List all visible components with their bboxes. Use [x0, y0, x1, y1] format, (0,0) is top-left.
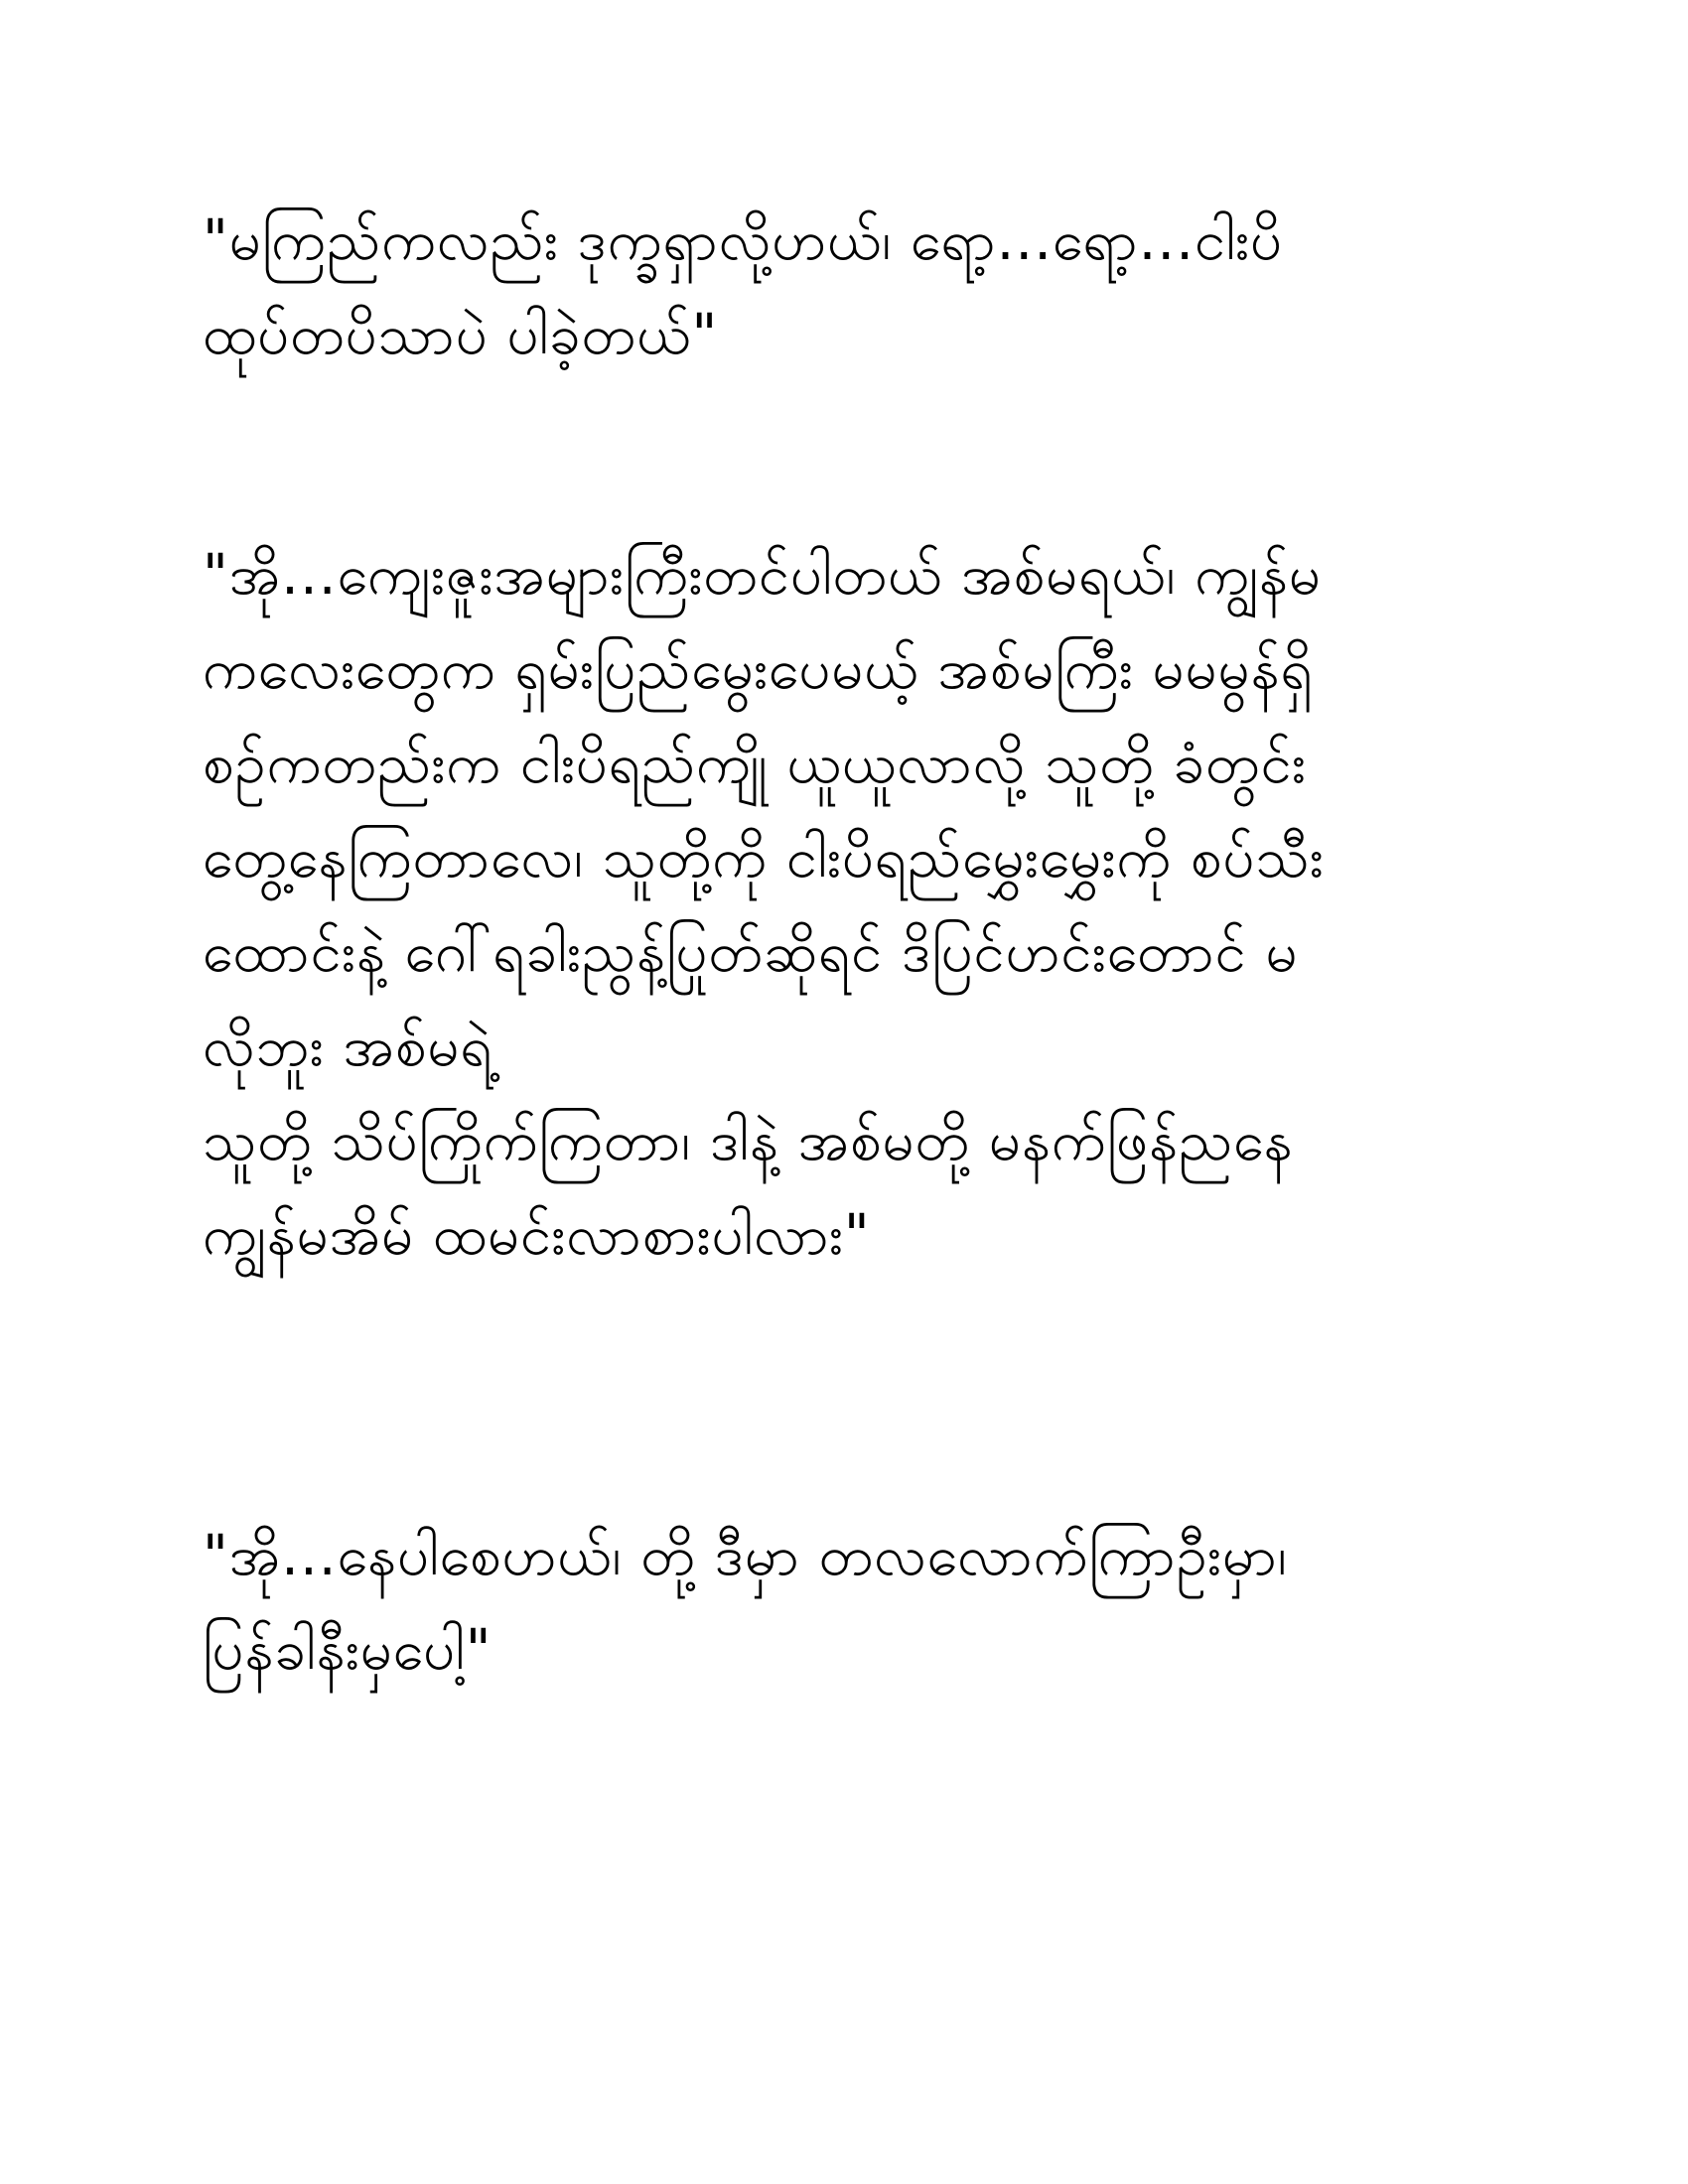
text-line: ထောင်းနဲ့ ဂေါ်ရခါးညွန့်ပြုတ်ဆိုရင် ဒိပြင်ဟင်းတောင် မ	[203, 920, 1299, 985]
text-line: တွေ့နေကြတာလေ၊ သူတို့ကို ငါးပိရည်မွှေးမွှေးကို စပ်သီး	[203, 826, 1325, 890]
text-line: ကလေးတွေက ရှမ်းပြည်မွေးပေမယ့် အစ်မကြီး မမမွန်ရှိ	[203, 637, 1314, 702]
text-line: ကျွန်မအိမ် ထမင်းလာစားပါလား"	[203, 1203, 871, 1268]
text-line: "အို...နေပါစေဟယ်၊ တို့ ဒီမှာ တလလောက်ကြာဦးမှာ၊	[203, 1524, 1288, 1588]
paragraph-2	[203, 528, 1483, 1283]
text-line: လိုဘူး အစ်မရဲ့	[203, 1015, 493, 1079]
text-line: "မကြည်ကလည်း ဒုက္ခရှာလို့ဟယ်၊ ရော့...ရော့...ငါးပိ	[203, 208, 1283, 273]
paragraph-3	[203, 1509, 1483, 1698]
text-line: ပြန်ခါနီးမှပေါ့"	[203, 1618, 492, 1683]
text-line: "အို...ကျေးဇူးအများကြီးတင်ပါတယ် အစ်မရယ်၊ ကျွန်မ	[203, 543, 1322, 608]
text-line: ထုပ်တပိသာပဲ ပါခဲ့တယ်"	[203, 303, 719, 367]
text-line: စဉ်ကတည်းက ငါးပိရည်ကျို ယူယူလာလို့ သူတို့ ခံတွင်း	[203, 732, 1307, 796]
text-line: သူတို့ သိပ်ကြိုက်ကြတာ၊ ဒါနဲ့ အစ်မတို့ မနက်ဖြန်ညနေ	[203, 1109, 1294, 1173]
paragraph-1	[203, 194, 1483, 382]
